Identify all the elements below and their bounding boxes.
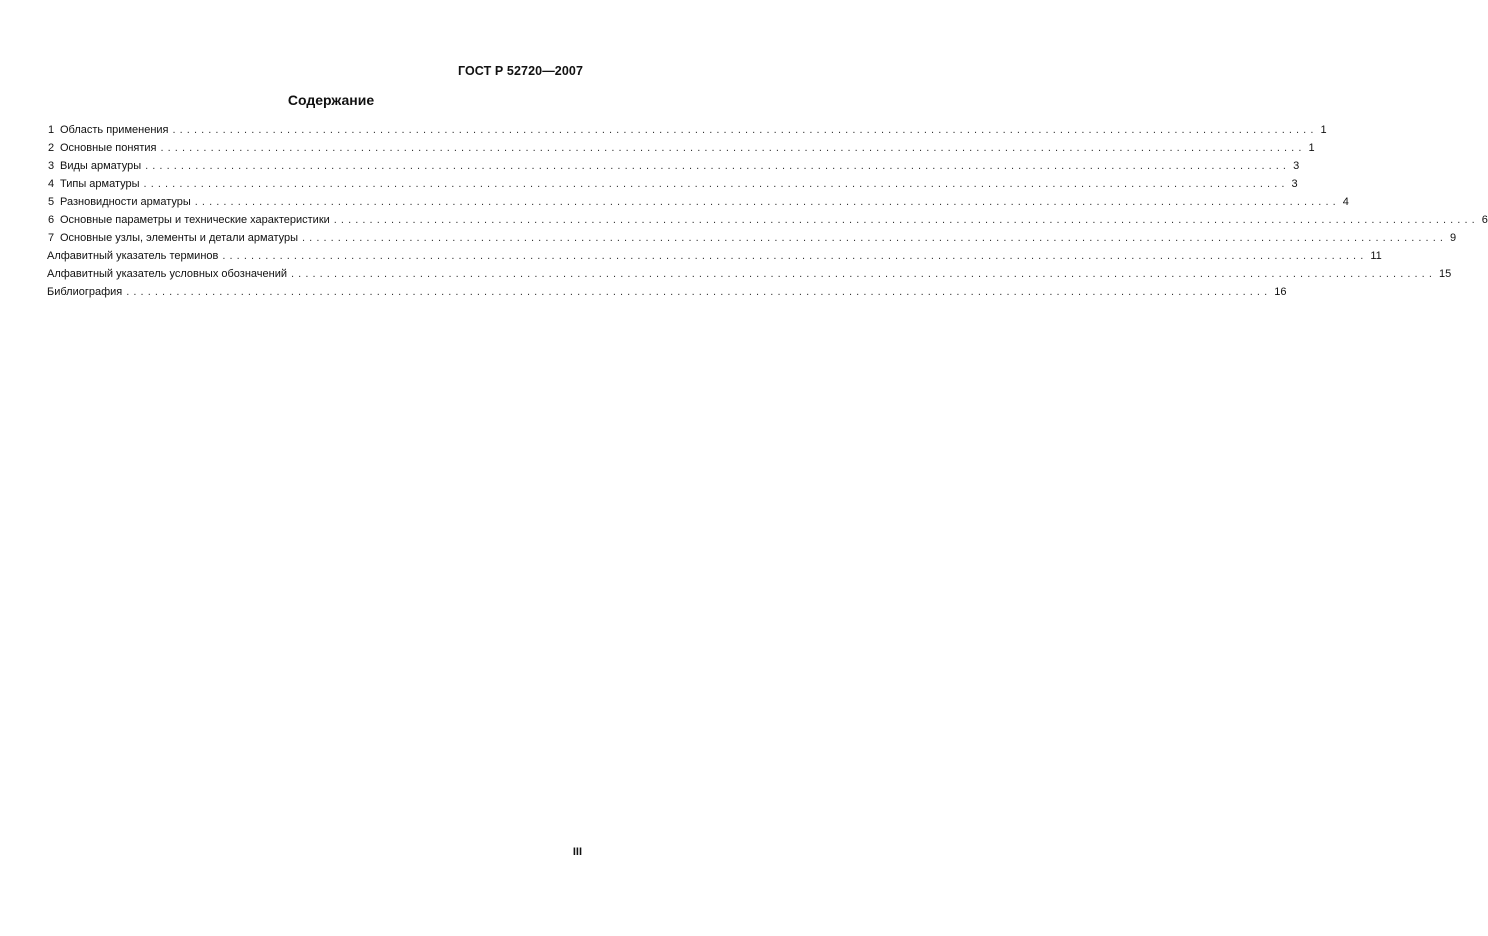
toc-entry-page: 3 — [1293, 160, 1300, 172]
toc-entry-title: Основные узлы, элементы и детали арматуры — [60, 232, 299, 244]
toc-leader-dots: ................................................................................................................................................................ — [172, 124, 1318, 136]
toc-title: Содержание — [287, 92, 375, 108]
toc-entry[interactable] — [47, 229, 1457, 247]
toc-entry[interactable] — [47, 139, 1315, 157]
toc-entry[interactable] — [47, 175, 1298, 193]
toc-entry-page: 9 — [1450, 232, 1457, 244]
toc-entry[interactable] — [47, 157, 1300, 175]
toc-entry[interactable] — [47, 283, 1287, 301]
toc-entry-number: 3 — [48, 160, 55, 172]
toc-leader-dots: ................................................................................................................................................................ — [194, 196, 1340, 208]
toc-entry-number: 5 — [48, 196, 55, 208]
toc-entry[interactable] — [47, 121, 1327, 139]
document-code: ГОСТ Р 52720—2007 — [457, 64, 583, 78]
toc-entry-page: 15 — [1439, 268, 1452, 280]
toc-entry-page: 3 — [1291, 178, 1298, 190]
toc-leader-dots: ................................................................................................................................................................ — [145, 160, 1291, 172]
toc-entry-title: Виды арматуры — [60, 160, 142, 172]
toc-entry-title: Основные понятия — [60, 142, 157, 154]
toc-entry-title: Алфавитный указатель условных обозначений — [47, 268, 288, 280]
toc-entry-number: 1 — [48, 124, 55, 136]
toc-leader-dots: ................................................................................................................................................................ — [302, 232, 1448, 244]
toc-entry[interactable] — [47, 193, 1349, 211]
toc-entry-number: 7 — [48, 232, 55, 244]
toc-entry-page: 1 — [1308, 142, 1315, 154]
toc-entry-page: 11 — [1370, 250, 1382, 262]
toc-entry-page: 16 — [1274, 286, 1287, 298]
toc-leader-dots: ................................................................................................................................................................ — [126, 286, 1272, 298]
toc-entry[interactable] — [47, 247, 1382, 265]
toc-entry-number: 6 — [48, 214, 55, 226]
toc-entry-title: Основные параметры и технические характеристики — [60, 214, 330, 226]
toc-leader-dots: ................................................................................................................................................................ — [160, 142, 1306, 154]
toc-entry-title: Алфавитный указатель терминов — [47, 250, 219, 262]
toc-entry-page: 1 — [1320, 124, 1327, 136]
toc-entry-number: 4 — [48, 178, 55, 190]
toc-entry-title: Область применения — [60, 124, 169, 136]
toc-entry-page: 4 — [1342, 196, 1349, 208]
toc-entry-page: 6 — [1481, 214, 1488, 226]
toc-entry-title: Типы арматуры — [60, 178, 140, 190]
table-of-contents — [47, 121, 1488, 301]
toc-leader-dots: ................................................................................................................................................................ — [291, 268, 1436, 280]
toc-entry-number: 2 — [48, 142, 55, 154]
toc-entry[interactable] — [47, 265, 1452, 283]
toc-leader-dots: ................................................................................................................................................................ — [222, 250, 1368, 262]
toc-entry-title: Библиография — [47, 286, 123, 298]
toc-entry-title: Разновидности арматуры — [60, 196, 191, 208]
page-number: III — [572, 846, 582, 858]
toc-entry[interactable] — [47, 211, 1488, 229]
toc-leader-dots: ................................................................................................................................................................ — [333, 214, 1479, 226]
toc-leader-dots: ................................................................................................................................................................ — [143, 178, 1289, 190]
